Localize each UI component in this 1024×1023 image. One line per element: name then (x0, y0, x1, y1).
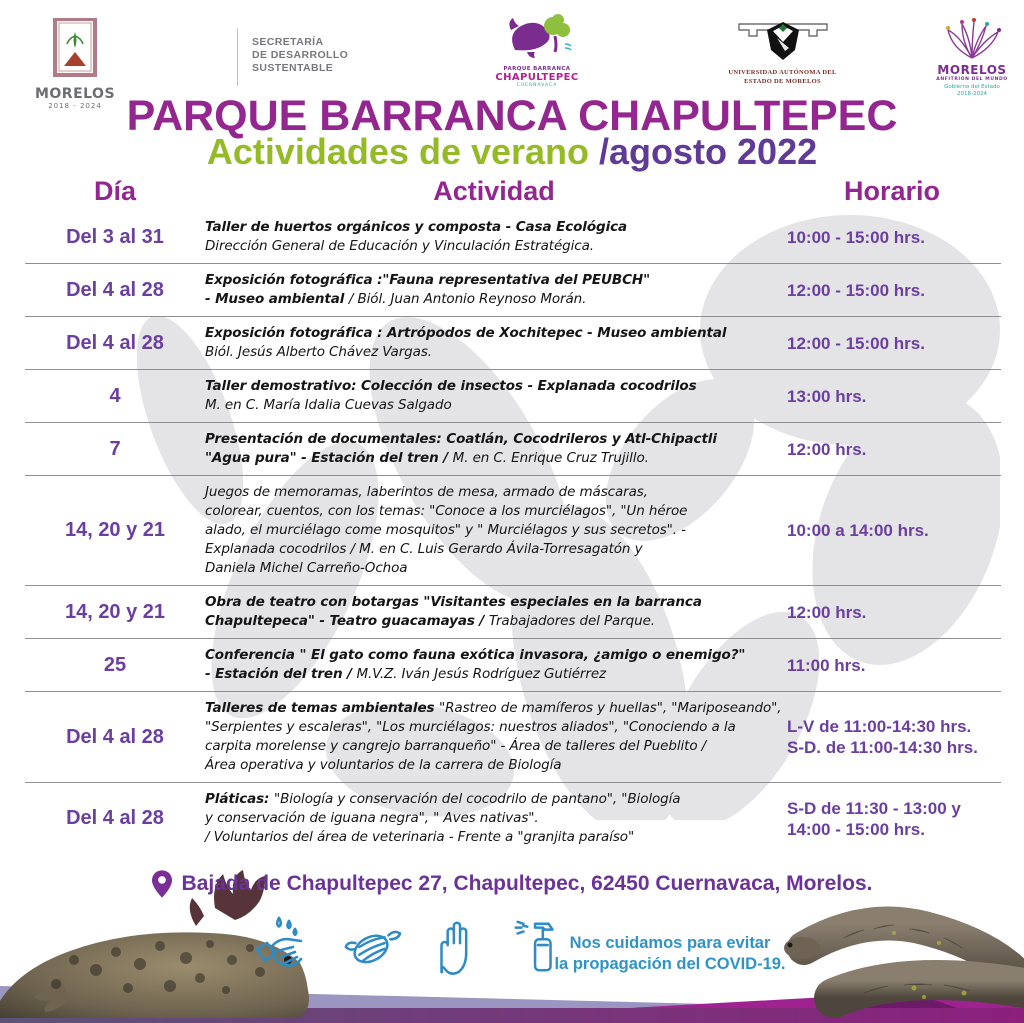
schedule-line: 11:00 hrs. (787, 655, 866, 675)
activity-line (205, 271, 783, 290)
location-text: Bajada de Chapultepec 27, Chapultepec, 62450 Cuernavaca, Morelos. (181, 872, 873, 895)
covid-line1: Nos cuidamos para evitar (569, 934, 771, 952)
activity-cell (205, 483, 783, 578)
secretaria-line1: SECRETARÍA (252, 36, 324, 48)
activity-text: Pláticas: (205, 791, 274, 807)
activity-line (205, 237, 783, 256)
activity-text: "Agua pura" - Estación del tren / (205, 450, 453, 466)
schedule-cell (783, 439, 1001, 460)
activity-text: M. en C. Enrique Cruz Trujillo. (452, 450, 649, 466)
schedule-cell (783, 227, 1001, 248)
day-cell: Del 4 al 28 (66, 807, 164, 829)
location-pin-icon (152, 870, 172, 898)
location-bar (0, 870, 1024, 898)
activity-line (205, 756, 783, 775)
activity-text: "Serpientes y escaleras", "Los murciélagos: nuestros aliados", "Conociendo a la (205, 719, 736, 735)
day-cell: Del 4 al 28 (66, 278, 164, 301)
activity-line (205, 290, 783, 309)
schedule-line: 14:00 - 15:00 hrs. (787, 819, 925, 839)
subtitle-purple: /agosto 2022 (599, 131, 818, 172)
schedule-line: 10:00 - 15:00 hrs. (787, 227, 925, 247)
subtitle-green: Actividades de verano (206, 131, 600, 172)
schedule-line: S-D. de 11:00-14:30 hrs. (787, 738, 978, 757)
activity-line (205, 343, 783, 362)
secretaria-logo (252, 36, 348, 75)
table-row (25, 422, 1001, 475)
activity-text: Obra de teatro con botargas "Visitantes especiales en la barranca (205, 594, 702, 610)
activity-cell (205, 593, 783, 631)
activity-line (205, 483, 783, 502)
activity-text: - Estación del tren / (205, 666, 357, 682)
secretaria-line3: SUSTENTABLE (252, 62, 334, 74)
snake-photo (764, 893, 1024, 1023)
activity-line (205, 396, 783, 415)
activity-line (205, 718, 783, 737)
schedule-line: 10:00 a 14:00 hrs. (787, 521, 929, 540)
activity-text: Trabajadores del Parque. (488, 613, 655, 629)
activity-cell (205, 699, 783, 775)
activity-line (205, 646, 783, 665)
activity-cell (205, 324, 783, 362)
schedule-cell (783, 333, 1001, 354)
brand-title: MORELOS (937, 63, 1007, 77)
day-cell: 4 (109, 384, 121, 407)
activity-line (205, 559, 783, 578)
activity-text: Presentación de documentales: Coatlán, Cocodrileros y Atl-Chipactli (205, 431, 717, 447)
handwashing-icon (248, 915, 314, 979)
activity-text: alado, el murciélago come mosquitos" y " Murciélagos y sus secretos". - (205, 522, 686, 538)
brand-subtitle: ANFITRIÓN DEL MUNDO (936, 77, 1008, 82)
schedule-cell (783, 602, 1001, 623)
morelos-seal-title: MORELOS (34, 86, 116, 102)
activity-cell (205, 646, 783, 684)
schedule-line: 12:00 hrs. (787, 602, 867, 622)
activity-text: Taller demostrativo: Colección de insectos - Explanada cocodrilos (205, 378, 697, 394)
activity-text: Área operativa y voluntarios de la carrera de Biología (205, 757, 562, 773)
activity-text: Dirección General de Educación y Vinculación Estratégica. (205, 238, 594, 254)
stop-hand-icon (428, 916, 482, 978)
activity-line (205, 790, 783, 809)
uaem-logo (715, 16, 850, 86)
activity-line (205, 449, 783, 468)
activity-text: / Biól. Juan Antonio Reynoso Morán. (348, 291, 587, 307)
schedule-line: 12:00 - 15:00 hrs. (787, 280, 925, 300)
activity-line (205, 521, 783, 540)
activity-line (205, 502, 783, 521)
covid-message (540, 933, 800, 975)
activity-line (205, 665, 783, 684)
activity-text: Conferencia " El gato como fauna exótica invasora, ¿amigo o enemigo?" (205, 647, 746, 663)
covid-icons (248, 915, 566, 979)
day-cell: 14, 20 y 21 (64, 600, 166, 623)
table-row (25, 263, 1001, 316)
schedule-cell (783, 386, 1001, 407)
activity-text: Biól. Jesús Alberto Chávez Vargas. (205, 344, 432, 360)
activity-line (205, 699, 783, 718)
table-row (25, 691, 1001, 782)
table-row (25, 369, 1001, 422)
schedule-cell (783, 798, 1001, 840)
activity-text: Exposición fotográfica :"Fauna representativa del PEUBCH" (205, 272, 651, 288)
header-logos (0, 10, 1024, 110)
page-subtitle (0, 131, 1024, 173)
schedule-line: S-D de 11:30 - 13:00 y (787, 798, 961, 818)
activity-line (205, 218, 783, 237)
table-row (25, 782, 1001, 854)
table-row (25, 211, 1001, 263)
brand-foot1: Gobierno del Estado (944, 84, 1000, 90)
day-cell: Del 4 al 28 (66, 725, 164, 748)
parque-line2: CHAPULTEPEC (495, 72, 579, 83)
activity-line (205, 430, 783, 449)
schedule-line: 12:00 - 15:00 hrs. (787, 333, 925, 353)
day-cell: Del 3 al 31 (66, 225, 164, 248)
activity-line (205, 828, 783, 847)
parque-logo-icon (497, 12, 577, 64)
schedule-line: L-V de 11:00-14:30 hrs. (787, 717, 972, 736)
schedule-line: 12:00 hrs. (787, 439, 867, 459)
activity-text: Talleres de temas ambientales (205, 700, 440, 716)
activity-text: Chapultepeca" - Teatro guacamayas / (205, 613, 489, 629)
activity-text: y conservación de iguana negra", " Aves nativas". (205, 810, 539, 826)
table-row (25, 585, 1001, 638)
activity-cell (205, 377, 783, 415)
column-header-actividad: Actividad (433, 176, 555, 206)
table-row (25, 316, 1001, 369)
activity-text: "Biología y conservación del cocodrilo de pantano", "Biología (273, 791, 681, 807)
activity-cell (205, 271, 783, 309)
day-cell: Del 4 al 28 (66, 331, 164, 354)
secretaria-line2: DE DESARROLLO (252, 49, 349, 61)
schedule-cell (783, 520, 1001, 541)
schedule-cell (783, 280, 1001, 301)
activity-text: colorear, cuentos, con los temas: "Conoce a los murciélagos", "Un héroe (205, 503, 688, 519)
activity-text: carpita morelense y cangrejo barranqueño" - Área de talleres del Pueblito / (205, 738, 707, 754)
schedule-cell (783, 655, 1001, 676)
column-header-horario: Horario (843, 176, 941, 206)
day-cell: 7 (109, 437, 121, 460)
activity-text: Juegos de memoramas, laberintos de mesa, armado de máscaras, (205, 484, 648, 500)
activity-text: Explanada cocodrilos / M. en C. Luis Gerardo Ávila-Torresagatón y (205, 541, 643, 557)
morelos-brand-logo (928, 18, 1016, 98)
activity-text: M. en C. María Idalia Cuevas Salgado (205, 397, 452, 413)
activity-text: - Museo ambiental (205, 291, 349, 307)
activity-text: Daniela Michel Carreño-Ochoa (205, 560, 408, 576)
activity-line (205, 540, 783, 559)
activities-table (25, 176, 1001, 854)
logo-divider (237, 28, 238, 86)
morelos-seal-subtitle: 2018 - 2024 (48, 102, 102, 110)
uaem-line1: UNIVERSIDAD AUTÓNOMA DEL (728, 69, 837, 76)
column-header-dia: Día (93, 176, 137, 206)
activity-line (205, 593, 783, 612)
schedule-line: 13:00 hrs. (787, 386, 867, 406)
activity-line (205, 324, 783, 343)
schedule-cell (783, 716, 1001, 758)
activity-line (205, 612, 783, 631)
day-cell: 14, 20 y 21 (64, 519, 166, 541)
table-row (25, 638, 1001, 691)
morelos-seal-icon (52, 18, 98, 80)
activity-line (205, 737, 783, 756)
morelos-flower-icon (940, 18, 1004, 60)
activity-text: M.V.Z. Iván Jesús Rodríguez Gutiérrez (356, 666, 607, 682)
brand-foot2: 2018-2024 (957, 91, 987, 97)
parque-line1: PARQUE BARRANCA (503, 66, 571, 72)
activity-text: Exposición fotográfica : Artrópodos de Xochitepec - Museo ambiental (205, 325, 727, 341)
activity-line (205, 377, 783, 396)
activity-cell (205, 790, 783, 847)
activity-text: "Rastreo de mamíferos y huellas", "Mariposeando", (439, 700, 782, 716)
day-cell: 25 (103, 653, 127, 676)
activity-text: / Voluntarios del área de veterinaria - Frente a "granjita paraíso" (205, 829, 635, 845)
activity-line (205, 809, 783, 828)
uaem-crest-icon (733, 16, 833, 64)
table-header (25, 176, 1001, 207)
mask-icon (340, 916, 402, 978)
uaem-line2: ESTADO DE MORELOS (744, 78, 821, 85)
activity-cell (205, 430, 783, 468)
page-title: PARQUE BARRANCA CHAPULTEPEC (126, 92, 898, 140)
activity-rows (25, 211, 1001, 854)
table-row (25, 475, 1001, 585)
activity-text: Taller de huertos orgánicos y composta - Casa Ecológica (205, 219, 628, 235)
covid-line2: la propagación del COVID-19. (554, 955, 786, 973)
parque-line3: CUERNAVACA (516, 83, 558, 88)
parque-chapultepec-logo (482, 12, 592, 88)
activity-cell (205, 218, 783, 256)
